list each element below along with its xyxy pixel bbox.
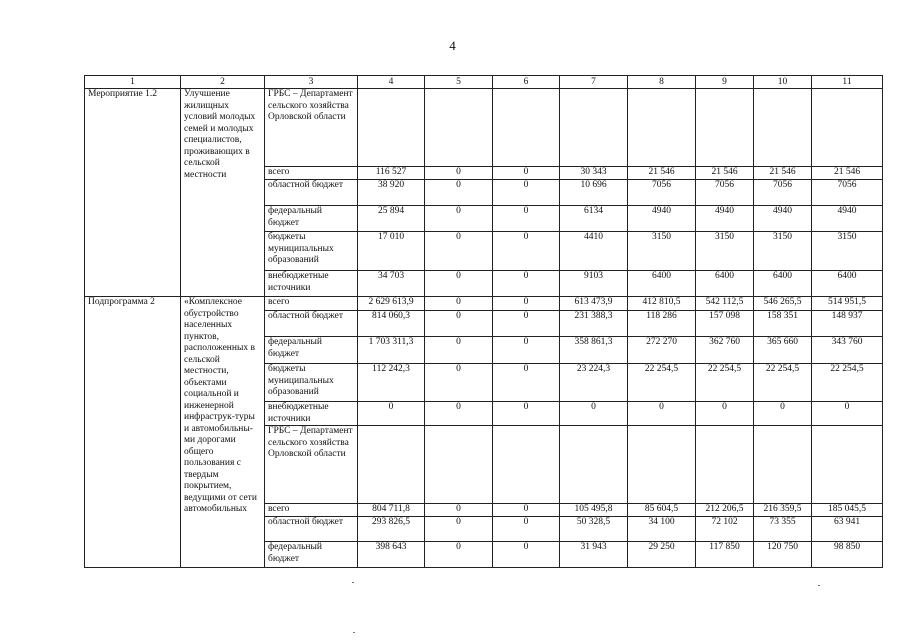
amount-cell: 0 — [560, 402, 628, 426]
amount-cell: 0 — [493, 402, 560, 426]
amount-cell: 116 527 — [358, 167, 425, 180]
amount-cell: 158 351 — [754, 311, 812, 337]
amount-cell: 118 286 — [628, 311, 696, 337]
amount-cell: 63 941 — [812, 517, 883, 542]
header-cell: 9 — [696, 76, 754, 89]
funding-source-cell: бюджеты муниципальных образований — [265, 364, 358, 402]
funding-source-cell: федеральный бюджет — [265, 337, 358, 364]
header-row — [85, 76, 883, 89]
amount-cell: 0 — [493, 180, 560, 206]
amount-cell: 2 629 613,9 — [358, 297, 425, 311]
amount-cell: 21 546 — [812, 167, 883, 180]
amount-cell: 23 224,3 — [560, 364, 628, 402]
amount-cell: 814 060,3 — [358, 311, 425, 337]
amount-cell: 0 — [425, 517, 493, 542]
amount-cell: 0 — [425, 297, 493, 311]
amount-cell: 0 — [812, 402, 883, 426]
amount-cell: 21 546 — [696, 167, 754, 180]
funding-source-cell: всего — [265, 297, 358, 311]
funding-source-cell: бюджеты муниципальных образований — [265, 232, 358, 271]
amount-cell: 17 010 — [358, 232, 425, 271]
amount-cell: 98 850 — [812, 542, 883, 568]
amount-cell: 9103 — [560, 271, 628, 297]
amount-cell: 0 — [425, 402, 493, 426]
amount-cell: 148 937 — [812, 311, 883, 337]
amount-cell: 0 — [493, 337, 560, 364]
amount-cell: 21 546 — [628, 167, 696, 180]
amount-cell: 0 — [493, 311, 560, 337]
amount-cell: 3150 — [812, 232, 883, 271]
funding-source-cell: федеральный бюджет — [265, 206, 358, 232]
amount-cell: 0 — [425, 311, 493, 337]
amount-cell: 0 — [358, 402, 425, 426]
amount-cell: 0 — [696, 402, 754, 426]
amount-cell: 514 951,5 — [812, 297, 883, 311]
amount-cell — [812, 426, 883, 504]
page-number: 4 — [449, 38, 456, 53]
amount-cell: 29 250 — [628, 542, 696, 568]
amount-cell: 6400 — [754, 271, 812, 297]
amount-cell: 272 270 — [628, 337, 696, 364]
amount-cell: 3150 — [754, 232, 812, 271]
scan-speck — [353, 632, 355, 633]
amount-cell: 22 254,5 — [628, 364, 696, 402]
amount-cell: 4940 — [696, 206, 754, 232]
amount-cell: 25 894 — [358, 206, 425, 232]
amount-cell: 0 — [425, 167, 493, 180]
amount-cell: 117 850 — [696, 542, 754, 568]
amount-cell — [696, 89, 754, 167]
amount-cell — [628, 89, 696, 167]
amount-cell: 343 760 — [812, 337, 883, 364]
amount-cell: 105 495,8 — [560, 504, 628, 517]
header-cell: 8 — [628, 76, 696, 89]
amount-cell: 546 265,5 — [754, 297, 812, 311]
amount-cell: 412 810,5 — [628, 297, 696, 311]
funding-source-cell: ГРБС – Департамент сельского хозяйства Орловской области — [265, 89, 358, 167]
amount-cell: 0 — [493, 206, 560, 232]
amount-cell — [425, 89, 493, 167]
header-cell: 10 — [754, 76, 812, 89]
amount-cell: 4410 — [560, 232, 628, 271]
amount-cell: 6400 — [696, 271, 754, 297]
header-cell: 5 — [425, 76, 493, 89]
funding-source-cell: внебюджетные источники — [265, 402, 358, 426]
table-row — [85, 297, 883, 311]
table-row — [85, 89, 883, 167]
header-cell: 4 — [358, 76, 425, 89]
amount-cell: 362 760 — [696, 337, 754, 364]
amount-cell: 0 — [425, 364, 493, 402]
amount-cell: 120 750 — [754, 542, 812, 568]
amount-cell: 22 254,5 — [696, 364, 754, 402]
header-cell: 11 — [812, 76, 883, 89]
amount-cell — [493, 426, 560, 504]
amount-cell: 613 473,9 — [560, 297, 628, 311]
amount-cell: 212 206,5 — [696, 504, 754, 517]
amount-cell: 157 098 — [696, 311, 754, 337]
amount-cell: 358 861,3 — [560, 337, 628, 364]
amount-cell: 4940 — [754, 206, 812, 232]
amount-cell: 73 355 — [754, 517, 812, 542]
amount-cell: 398 643 — [358, 542, 425, 568]
amount-cell: 34 100 — [628, 517, 696, 542]
amount-cell: 0 — [425, 206, 493, 232]
amount-cell: 0 — [493, 517, 560, 542]
program-description-cell: «Комплексное обустройство населенных пунктов, расположенных в сельской местности, объектами социальной и инженерной инфраструк-туры и автомобильны-ми дорогами общего пользования с твердым покрытием, ведущими от сети автомобильных — [181, 297, 265, 568]
amount-cell — [560, 89, 628, 167]
amount-cell: 542 112,5 — [696, 297, 754, 311]
amount-cell: 7056 — [754, 180, 812, 206]
funding-source-cell: внебюджетные источники — [265, 271, 358, 297]
amount-cell: 0 — [425, 542, 493, 568]
amount-cell — [812, 89, 883, 167]
amount-cell — [754, 89, 812, 167]
funding-source-cell: федеральный бюджет — [265, 542, 358, 568]
scan-speck — [352, 582, 354, 583]
amount-cell: 3150 — [628, 232, 696, 271]
amount-cell: 216 359,5 — [754, 504, 812, 517]
amount-cell: 0 — [628, 402, 696, 426]
amount-cell: 0 — [493, 232, 560, 271]
amount-cell: 4940 — [812, 206, 883, 232]
header-cell: 2 — [181, 76, 265, 89]
amount-cell: 231 388,3 — [560, 311, 628, 337]
funding-source-cell: областной бюджет — [265, 311, 358, 337]
amount-cell: 0 — [425, 504, 493, 517]
scan-speck — [818, 585, 820, 586]
amount-cell: 0 — [425, 271, 493, 297]
amount-cell: 0 — [754, 402, 812, 426]
header-cell: 7 — [560, 76, 628, 89]
program-description-cell: Улучшение жилищных условий молодых семей и молодых специалистов, проживающих в сельской местности — [181, 89, 265, 297]
amount-cell: 0 — [425, 337, 493, 364]
amount-cell: 31 943 — [560, 542, 628, 568]
table-body — [85, 89, 883, 568]
funding-source-cell: областной бюджет — [265, 180, 358, 206]
amount-cell — [358, 89, 425, 167]
amount-cell: 0 — [493, 167, 560, 180]
amount-cell: 0 — [493, 271, 560, 297]
amount-cell: 10 696 — [560, 180, 628, 206]
amount-cell — [560, 426, 628, 504]
amount-cell: 50 328,5 — [560, 517, 628, 542]
amount-cell — [696, 426, 754, 504]
amount-cell: 7056 — [696, 180, 754, 206]
amount-cell: 185 045,5 — [812, 504, 883, 517]
header-cell: 6 — [493, 76, 560, 89]
amount-cell: 6134 — [560, 206, 628, 232]
amount-cell: 0 — [493, 542, 560, 568]
amount-cell: 1 703 311,3 — [358, 337, 425, 364]
amount-cell — [628, 426, 696, 504]
program-name-cell: Подпрограмма 2 — [85, 297, 181, 568]
amount-cell: 0 — [425, 232, 493, 271]
amount-cell: 365 660 — [754, 337, 812, 364]
amount-cell: 4940 — [628, 206, 696, 232]
amount-cell: 112 242,3 — [358, 364, 425, 402]
amount-cell: 72 102 — [696, 517, 754, 542]
amount-cell: 85 604,5 — [628, 504, 696, 517]
amount-cell: 3150 — [696, 232, 754, 271]
amount-cell: 0 — [425, 180, 493, 206]
amount-cell: 804 711,8 — [358, 504, 425, 517]
amount-cell: 21 546 — [754, 167, 812, 180]
header-cell: 1 — [85, 76, 181, 89]
amount-cell: 7056 — [812, 180, 883, 206]
amount-cell: 22 254,5 — [754, 364, 812, 402]
amount-cell — [754, 426, 812, 504]
amount-cell: 38 920 — [358, 180, 425, 206]
amount-cell: 34 703 — [358, 271, 425, 297]
program-name-cell: Мероприятие 1.2 — [85, 89, 181, 297]
amount-cell — [358, 426, 425, 504]
amount-cell: 6400 — [628, 271, 696, 297]
funding-source-cell: ГРБС – Департамент сельского хозяйства Орловской области — [265, 426, 358, 504]
amount-cell — [493, 89, 560, 167]
amount-cell: 293 826,5 — [358, 517, 425, 542]
funding-source-cell: областной бюджет — [265, 517, 358, 542]
amount-cell: 7056 — [628, 180, 696, 206]
amount-cell: 22 254,5 — [812, 364, 883, 402]
header-cell: 3 — [265, 76, 358, 89]
amount-cell: 30 343 — [560, 167, 628, 180]
amount-cell: 6400 — [812, 271, 883, 297]
funding-source-cell: всего — [265, 504, 358, 517]
amount-cell: 0 — [493, 364, 560, 402]
funding-source-cell: всего — [265, 167, 358, 180]
amount-cell — [425, 426, 493, 504]
budget-table — [84, 75, 883, 568]
amount-cell: 0 — [493, 297, 560, 311]
amount-cell: 0 — [493, 504, 560, 517]
